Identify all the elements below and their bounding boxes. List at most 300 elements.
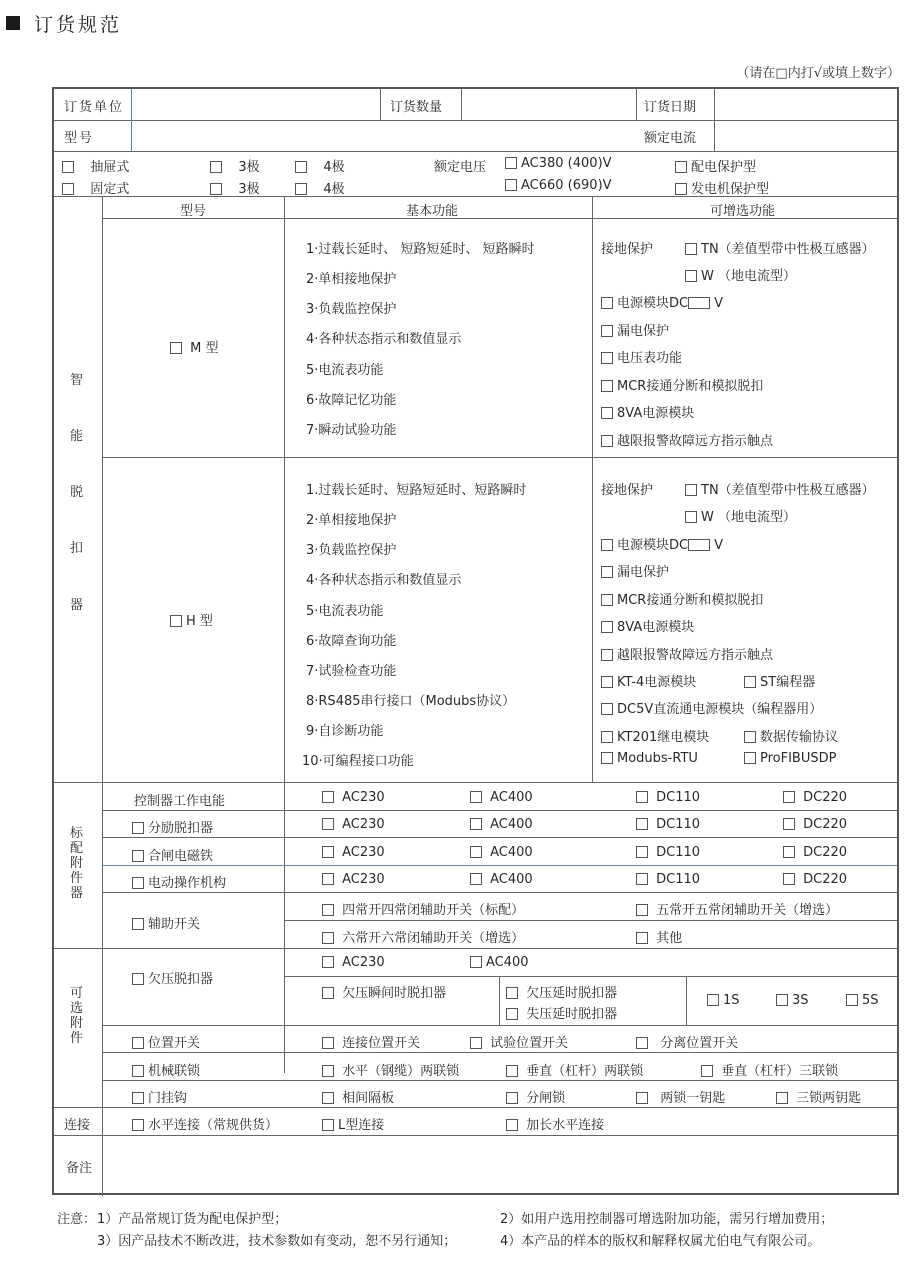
divider [461,89,462,120]
voltage-option[interactable] [322,790,385,805]
voltage-option[interactable] [636,817,700,832]
option-label: AC230 [342,955,385,970]
basic-function-item: 7·瞬动试验功能 [306,423,397,438]
checkbox[interactable] [132,850,144,862]
checkbox[interactable] [636,904,648,916]
checkbox[interactable] [322,956,334,968]
fixed-4pole-option[interactable] [295,178,345,197]
motor-operator-option[interactable] [132,872,226,891]
option-label: 分闸锁 [526,1091,566,1106]
checkbox[interactable] [132,822,144,834]
checkbox[interactable] [701,1065,713,1077]
basic-function-item: 2·单相接地保护 [306,513,397,528]
side-label-char: 器 [70,598,84,613]
option-label: DC110 [656,872,701,887]
door-variant[interactable] [776,1087,861,1106]
option-label: 辅助开关 [148,917,201,932]
connection-option[interactable] [322,1114,384,1133]
checkbox[interactable] [636,818,648,830]
checkbox[interactable] [322,904,334,916]
m-ground-tn-option[interactable] [685,238,875,257]
option-label: 连接位置开关 [342,1036,421,1051]
h-kt201-option[interactable] [601,726,709,745]
checkbox[interactable] [470,846,482,858]
option-label: DC110 [656,790,701,805]
checkbox[interactable] [506,1092,518,1104]
h-ground-w-option[interactable] [685,506,796,525]
checkbox[interactable] [322,1037,334,1049]
checkbox[interactable] [470,818,482,830]
checkbox[interactable] [675,161,687,173]
order-unit-input[interactable] [134,91,378,118]
voltage-option[interactable] [470,790,533,805]
checkbox[interactable] [322,1119,334,1131]
checkbox[interactable] [170,615,182,627]
option-label: AC400 [490,817,533,832]
shunt-release-option[interactable] [132,817,213,836]
divider [54,948,897,949]
drawer-4pole-option[interactable] [295,156,345,175]
voltage-option[interactable] [322,845,385,860]
option-label: 两锁一钥匙 [660,1091,726,1106]
checkbox[interactable] [601,594,613,606]
checkbox[interactable] [322,1092,334,1104]
checkbox[interactable] [601,352,613,364]
m-dc-module-option[interactable] [601,292,723,311]
checkbox[interactable] [685,270,697,282]
checkbox[interactable] [210,183,222,195]
note-item: 1）产品常规订货为配电保护型； [97,1212,288,1227]
basic-function-item: 5·电流表功能 [306,604,384,619]
m-optional-item[interactable] [601,347,682,366]
position-switch-option[interactable] [132,1032,200,1051]
divider [102,196,103,1196]
option-label: 欠压脱扣器 [148,972,214,987]
divider [284,948,285,1073]
option-label: 数据传输协议 [760,730,839,745]
checkbox[interactable] [322,1065,334,1077]
divider [686,976,687,1025]
option-label: AC230 [342,790,385,805]
checkbox[interactable] [601,539,613,551]
checkbox[interactable] [470,1037,482,1049]
aux-switch-variant[interactable] [322,899,524,918]
connection-option[interactable] [506,1114,604,1133]
option-label: ST编程器 [760,675,816,690]
unit-label: V [714,538,723,553]
divider [102,1080,897,1081]
checkbox[interactable] [601,435,613,447]
option-label: 垂直（杠杆）两联锁 [526,1064,644,1079]
checkbox[interactable] [636,932,648,944]
order-qty-label: 订货数量 [390,100,443,115]
uv-voltage-option[interactable] [322,955,385,970]
option-label: 合闸电磁铁 [148,849,214,864]
delay-1s-option[interactable] [707,993,740,1008]
option-label: DC110 [656,845,701,860]
basic-function-item: 2·单相接地保护 [306,272,397,287]
voltage-option[interactable] [783,845,847,860]
h-dc-module-option[interactable] [601,534,723,553]
option-label: AC400 [490,845,533,860]
option-label: 水平连接（常规供货） [148,1118,279,1133]
checkbox[interactable] [505,157,517,169]
delay-5s-option[interactable] [846,993,879,1008]
option-label: 越限报警故障远方指示触点 [617,648,774,663]
voltage-660-option[interactable] [505,178,612,193]
m-optional-item[interactable] [601,402,694,421]
option-label: AC230 [342,817,385,832]
h-dc5v-option[interactable] [601,698,822,717]
fixed-3pole-option[interactable] [210,178,260,197]
pos-switch-variant[interactable] [636,1032,738,1051]
checkbox[interactable] [783,873,795,885]
divider [54,151,897,152]
side-label-char: 标 [70,826,84,841]
checkbox[interactable] [636,1037,648,1049]
m-optional-item[interactable] [601,375,763,394]
checkbox[interactable] [685,243,697,255]
option-label: AC230 [342,872,385,887]
lv-delay-option[interactable] [506,1003,617,1022]
connection-option[interactable] [132,1114,278,1133]
divider [102,218,897,219]
checkbox[interactable] [744,752,756,764]
voltage-option[interactable] [322,817,385,832]
option-label: 分离位置开关 [660,1036,739,1051]
rated-current-input[interactable] [717,122,895,149]
checkbox[interactable] [506,1008,518,1020]
col-optional-header: 可增选功能 [710,204,776,219]
checkbox[interactable] [506,1065,518,1077]
generator-protect-option[interactable] [675,178,769,197]
checkbox[interactable] [601,676,613,688]
basic-function-item: 3·负载监控保护 [306,543,397,558]
checkbox[interactable] [322,846,334,858]
divider [54,120,897,121]
voltage-380-option[interactable] [505,156,612,171]
door-hook-option[interactable] [132,1087,187,1106]
checkbox[interactable] [132,1065,144,1077]
checkbox[interactable] [132,973,144,985]
checkbox[interactable] [685,484,697,496]
option-label: 4极 [323,182,345,197]
option-label: DC220 [803,872,848,887]
divider [54,782,897,783]
option-label: Modubs-RTU [617,751,698,766]
model-label: 型号 [64,131,95,146]
voltage-option[interactable] [636,790,700,805]
checkbox[interactable] [170,342,182,354]
pos-switch-variant[interactable] [470,1032,568,1051]
divider [284,976,897,977]
divider [592,196,593,782]
note-item: 3）因产品技术不断改进，技术参数如有变动，恕不另行通知； [97,1234,457,1249]
checkbox[interactable] [322,932,334,944]
option-label: 垂直（杠杆）三联锁 [721,1064,839,1079]
section-title-text: 订货规范 [34,13,123,36]
mount-drawer-option[interactable] [62,156,129,175]
option-label: DC5V直流通电源模块（编程器用） [617,702,823,717]
option-label: L型连接 [338,1118,385,1133]
voltage-option[interactable] [636,845,700,860]
option-label: 4极 [323,160,345,175]
checkbox[interactable] [62,161,74,173]
checkbox[interactable] [636,1092,648,1104]
option-label: ProFIBUSDP [760,751,837,766]
option-label: AC400 [490,872,533,887]
closing-magnet-option[interactable] [132,845,213,864]
checkbox[interactable] [601,380,613,392]
checkbox[interactable] [675,183,687,195]
checkbox[interactable] [470,873,482,885]
uv-voltage-option[interactable] [470,955,529,970]
checkbox[interactable] [601,407,613,419]
voltage-option[interactable] [470,872,533,887]
remarks-input[interactable] [106,1138,896,1190]
checkbox[interactable] [783,791,795,803]
mech-interlock-option[interactable] [132,1060,200,1079]
divider [499,976,500,1025]
divider [102,837,897,838]
option-label: 电压表功能 [617,351,683,366]
h-st-option[interactable] [744,671,815,690]
option-label: MCR接通分断和模拟脱扣 [617,379,764,394]
aux-switch-variant[interactable] [322,927,524,946]
side-label-char: 智 [70,373,84,388]
option-label: W （地电流型） [701,510,796,525]
checkbox[interactable] [707,994,719,1006]
aux-switch-variant[interactable] [636,899,838,918]
basic-function-item: 4·各种状态指示和数值显示 [306,573,462,588]
checkbox[interactable] [776,994,788,1006]
dc-voltage-input[interactable] [688,539,710,551]
side-label-char: 附 [70,856,84,871]
checkbox[interactable] [744,676,756,688]
checkbox[interactable] [601,752,613,764]
interlock-variant[interactable] [701,1060,838,1079]
aux-switch-variant[interactable] [636,927,682,946]
option-label: 固定式 [90,182,130,197]
option-label: 欠压瞬间时脱扣器 [342,986,447,1001]
drawer-3pole-option[interactable] [210,156,260,175]
option-label: W （地电流型） [701,269,796,284]
option-label: 抽屉式 [90,160,130,175]
checkbox[interactable] [601,731,613,743]
dc-voltage-input[interactable] [688,297,710,309]
note-item: 4）本产品的样本的版权和解释权属尤伯电气有限公司。 [500,1234,821,1249]
basic-function-item: 5·电流表功能 [306,363,384,378]
h-kt4-option[interactable] [601,671,696,690]
order-unit-label: 订货单位 [64,100,125,115]
option-label: AC400 [486,955,529,970]
option-label: 电动操作机构 [148,876,227,891]
checkbox[interactable] [210,161,222,173]
checkbox[interactable] [132,1037,144,1049]
model-input[interactable] [134,122,634,149]
divider [102,892,897,893]
basic-function-item: 6·故障记忆功能 [306,393,397,408]
m-type-option[interactable] [170,337,219,356]
voltage-option[interactable] [470,817,533,832]
section-title [6,8,122,38]
uv-delay-option[interactable] [506,982,617,1001]
voltage-option[interactable] [783,790,847,805]
divider [102,865,897,866]
h-optional-item[interactable] [601,644,773,663]
checkbox[interactable] [505,179,517,191]
checkbox[interactable] [601,325,613,337]
basic-function-item: 7·试验检查功能 [306,664,397,679]
option-label: TN（差值型带中性极互感器） [701,242,875,257]
pos-switch-variant[interactable] [322,1032,420,1051]
basic-function-item: 1.过载长延时、短路短延时、短路瞬时 [306,483,527,498]
h-optional-item[interactable] [601,616,694,635]
checkbox[interactable] [132,918,144,930]
checkbox[interactable] [601,703,613,715]
divider [380,89,381,120]
option-label: DC110 [656,817,701,832]
divider [54,1135,897,1136]
door-variant[interactable] [506,1087,565,1106]
checkbox[interactable] [783,846,795,858]
interlock-variant[interactable] [322,1060,459,1079]
checkbox[interactable] [636,846,648,858]
checkbox[interactable] [470,791,482,803]
checkbox[interactable] [601,649,613,661]
undervoltage-release-option[interactable] [132,968,213,987]
voltage-option[interactable] [322,872,385,887]
option-label: 门挂钩 [148,1091,188,1106]
col-model-header: 型号 [180,204,207,219]
option-label: 发电机保护型 [691,182,770,197]
uv-instant-option[interactable] [322,982,446,1001]
side-label-char: 选 [70,1001,84,1016]
checkbox[interactable] [295,161,307,173]
option-label: 1S [723,993,740,1008]
checkbox[interactable] [636,873,648,885]
option-label: 电源模块DC [617,538,689,553]
checkbox[interactable] [132,877,144,889]
fill-hint: （请在□内打√或填上数字） [736,66,900,81]
divider [131,89,132,151]
basic-function-item: 10·可编程接口功能 [302,754,414,769]
option-label: 漏电保护 [617,324,670,339]
checkbox[interactable] [846,994,858,1006]
m-optional-item[interactable] [601,320,669,339]
divider [102,810,897,811]
voltage-option[interactable] [783,817,847,832]
m-optional-item[interactable] [601,430,773,449]
controller-power-label: 控制器工作电能 [134,794,226,809]
order-date-label: 订货日期 [644,100,697,115]
checkbox[interactable] [132,1119,144,1131]
distribution-protect-option[interactable] [675,156,756,175]
basic-function-item: 9·自诊断功能 [306,724,384,739]
option-label: 电源模块DC [617,296,689,311]
side-label-char: 配 [70,841,84,856]
checkbox[interactable] [322,987,334,999]
option-label: MCR接通分断和模拟脱扣 [617,593,764,608]
h-ground-tn-option[interactable] [685,479,875,498]
door-variant[interactable] [636,1087,725,1106]
h-optional-item[interactable] [601,589,763,608]
side-label-char: 件 [70,1031,84,1046]
aux-switch-option[interactable] [132,913,200,932]
rated-current-label: 额定电流 [644,131,697,146]
option-label: KT201继电模块 [617,730,710,745]
checkbox[interactable] [685,511,697,523]
h-rtu-option[interactable] [601,751,698,766]
h-profibus-option[interactable] [744,751,836,766]
option-label: M 型 [190,341,219,356]
checkbox[interactable] [470,956,482,968]
checkbox[interactable] [776,1092,788,1104]
m-ground-w-option[interactable] [685,265,796,284]
checkbox[interactable] [636,791,648,803]
checkbox[interactable] [322,791,334,803]
checkbox[interactable] [322,873,334,885]
voltage-option[interactable] [470,845,533,860]
basic-function-item: 4·各种状态指示和数值显示 [306,332,462,347]
note-item: 2）如用户选用控制器可增选附加功能，需另行增加费用； [500,1212,834,1227]
checkbox[interactable] [601,297,613,309]
option-label: 四常开四常闭辅助开关（标配） [342,903,525,918]
divider [102,1025,897,1026]
option-label: KT-4电源模块 [617,675,697,690]
door-variant[interactable] [322,1087,394,1106]
checkbox[interactable] [601,621,613,633]
option-label: 其他 [656,931,683,946]
checkbox[interactable] [62,183,74,195]
h-optional-item[interactable] [601,561,669,580]
divider [54,196,897,197]
checkbox[interactable] [783,818,795,830]
option-label: DC220 [803,817,848,832]
voltage-option[interactable] [783,872,847,887]
option-label: 机械联锁 [148,1064,201,1079]
option-label: 欠压延时脱扣器 [526,986,618,1001]
delay-3s-option[interactable] [776,993,809,1008]
note-prefix: 注意： [57,1212,97,1227]
checkbox[interactable] [295,183,307,195]
divider [284,920,897,921]
checkbox[interactable] [506,987,518,999]
checkbox[interactable] [322,818,334,830]
option-label: TN（差值型带中性极互感器） [701,483,875,498]
side-label-char: 可 [70,986,84,1001]
checkbox[interactable] [744,731,756,743]
divider [102,1052,897,1053]
h-data-proto-option[interactable] [744,726,838,745]
ground-protect-label: 接地保护 [601,483,654,498]
checkbox[interactable] [132,1092,144,1104]
h-type-option[interactable] [170,610,213,629]
checkbox[interactable] [506,1119,518,1131]
mount-fixed-option[interactable] [62,178,129,197]
option-label: 3极 [238,182,260,197]
order-qty-input[interactable] [464,91,634,118]
side-label-char: 器 [70,886,84,901]
checkbox[interactable] [601,566,613,578]
basic-function-item: 3·负载监控保护 [306,302,397,317]
order-date-input[interactable] [717,91,895,118]
option-label: 失压延时脱扣器 [526,1007,618,1022]
option-label: 8VA电源模块 [617,406,695,421]
voltage-option[interactable] [636,872,700,887]
option-label: 三锁两钥匙 [796,1091,862,1106]
interlock-variant[interactable] [506,1060,643,1079]
